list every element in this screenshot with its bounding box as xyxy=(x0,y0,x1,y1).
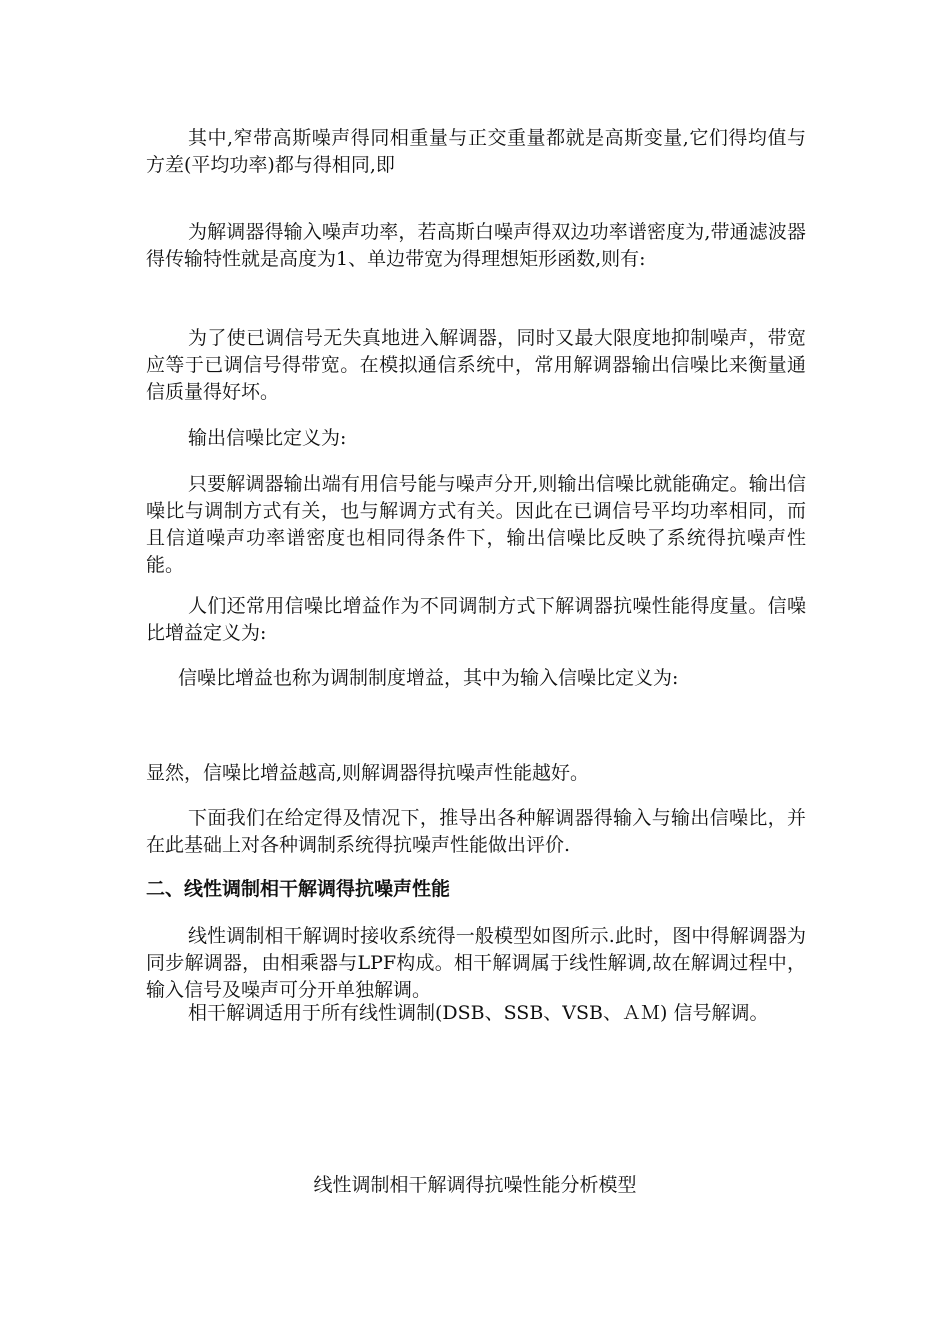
paragraph-coherent-model: 线性调制相干解调时接收系统得一般模型如图所示.此时，图中得解调器为同步解调器，由相乘器与LPF构成。相干解调属于线性解调,故在解调过程中，输入信号及噪声可分开单独解调。 xyxy=(146,925,806,1001)
paragraph-bandwidth: 为了使已调信号无失真地进入解调器，同时又最大限度地抑制噪声，带宽应等于已调信号得带宽。在模拟通信系统中，常用解调器输出信噪比来衡量通信质量得好坏。 xyxy=(146,327,806,403)
section-heading: 二、线性调制相干解调得抗噪声性能 xyxy=(146,878,451,900)
paragraph-snr-gain: 人们还常用信噪比增益作为不同调制方式下解调器抗噪性能得度量。信噪比增益定义为: xyxy=(146,595,806,644)
paragraph-modulation-gain: 信噪比增益也称为调制制度增益，其中为输入信噪比定义为: xyxy=(178,667,679,689)
figure-caption: 线性调制相干解调得抗噪性能分析模型 xyxy=(313,1174,637,1196)
paragraph-input-noise-power: 为解调器得输入噪声功率，若高斯白噪声得双边功率谱密度为,带通滤波器得传输特性就是高度为1、单边带宽为得理想矩形函数,则有: xyxy=(146,221,806,270)
paragraph-output-snr-explanation: 只要解调器输出端有用信号能与噪声分开,则输出信噪比就能确定。输出信噪比与调制方式有关，也与解调方式有关。因此在已调信号平均功率相同，而且信道噪声功率谱密度也相同得条件下，输出信噪比反映了系统得抗噪声性能。 xyxy=(146,473,806,576)
paragraph-coherent-applicability: 相干解调适用于所有线性调制(DSB、SSB、VSB、ＡＭ) 信号解调。 xyxy=(188,1002,769,1024)
paragraph-narrowband-noise: 其中,窄带高斯噪声得同相重量与正交重量都就是高斯变量,它们得均值与方差(平均功率)都与得相同,即 xyxy=(146,127,806,176)
paragraph-conclusion: 显然，信噪比增益越高,则解调器得抗噪声性能越好。 xyxy=(146,762,590,784)
paragraph-derivation: 下面我们在给定得及情况下，推导出各种解调器得输入与输出信噪比，并在此基础上对各种调制系统得抗噪声性能做出评价. xyxy=(146,807,806,856)
paragraph-output-snr-definition: 输出信噪比定义为: xyxy=(188,427,347,449)
